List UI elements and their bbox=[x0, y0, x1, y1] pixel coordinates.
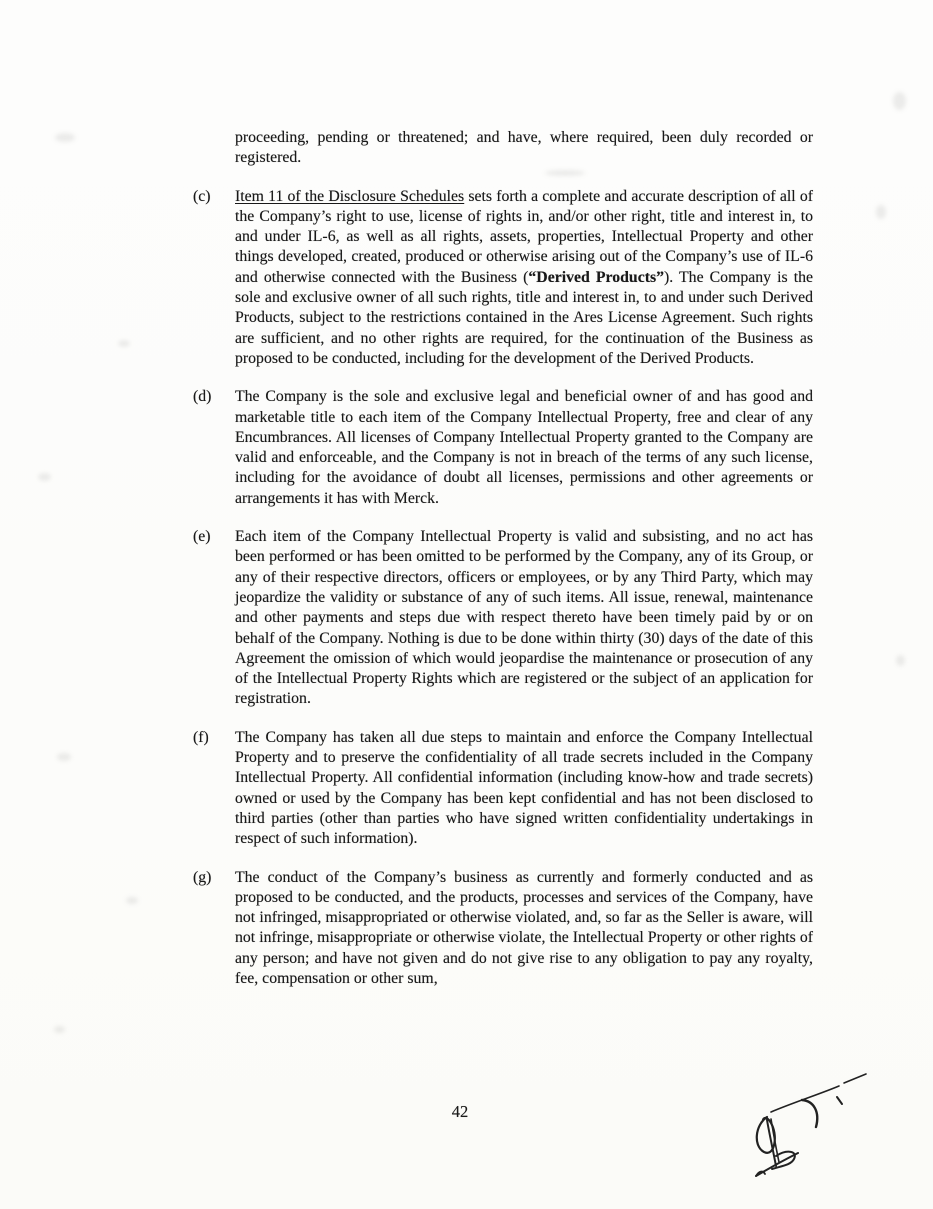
clause-g-text: The conduct of the Company’s business as currently and formerly conducted and as proposed to be conducted, and the products, processes and services of the Company, have not infringed, misappropriated or otherwise violated, and, so far as the Seller is aware, will not infringe, misappropriate or otherwise violate, the Intellectual Property or other rights of any person; and have not given and do not give rise to any obligation to pay any royalty, fee, compensation or other sum, bbox=[235, 868, 813, 987]
page-number: 42 bbox=[451, 1102, 469, 1121]
scan-smudge bbox=[126, 897, 138, 904]
clause-c-text-continued: ). The Company is the sole and exclusive owner of all such rights, title and interest in, to and under such Derived Products, subject to the restrictions contained in the Ares License Agreement. Such rights are sufficient, and no other rights are required, for the continuation of the Business as proposed to be conducted, including for the development of the Derived Products. bbox=[235, 268, 814, 367]
clause-d-text: The Company is the sole and exclusive legal and beneficial owner of and has good and marketable title to each item of the Company Intellectual Property, free and clear of any Encumbrances. All licenses of Company Intellectual Property granted to the Company are valid and enforceable, and the Company is not in breach of the terms of any such license, including for the avoidance of doubt all licenses, permissions and other agreements or arrangements it has with Merck. bbox=[235, 388, 813, 507]
clause-e-text: Each item of the Company Intellectual Property is valid and subsisting, and no act has been performed or has been omitted to be performed by the Company, any of its Group, or any of their respective directors, officers or employees, or by any Third Party, which may jeopardize the validity or substance of any of such items. All issue, renewal, maintenance and other payments and steps due with respect thereto have been timely paid by or on behalf of the Company. Nothing is due to be done within thirty (30) days of the date of this Agreement the omission of which would jeopardise the maintenance or prosecution of any of the Intellectual Property Rights which are registered or the subject of an application for registration. bbox=[235, 528, 813, 708]
document-body bbox=[193, 128, 814, 1007]
scan-smudge bbox=[57, 753, 71, 761]
clause-c-label: (c) bbox=[193, 187, 211, 205]
paragraph-continuation-text: proceeding, pending or threatened; and have, where required, been duly recorded or registered. bbox=[235, 129, 813, 167]
clause-d bbox=[193, 387, 813, 509]
clause-g bbox=[193, 868, 813, 990]
clause-g-label: (g) bbox=[193, 868, 212, 886]
scan-smudge bbox=[55, 133, 75, 142]
clause-e-label: (e) bbox=[193, 528, 211, 546]
scan-smudge bbox=[54, 1026, 65, 1033]
clause-f-text: The Company has taken all due steps to maintain and enforce the Company Intellectual Property and to preserve the confidentiality of all trade secrets included in the Company Intellectual Property. All confidential information (including know-how and trade secrets) owned or used by the Company has been kept confidential and has not been disclosed to third parties (other than parties who have signed written confidentiality undertakings in respect of such information). bbox=[235, 728, 813, 848]
clause-d-label: (d) bbox=[193, 388, 212, 406]
scan-smudge bbox=[896, 655, 905, 666]
scan-smudge bbox=[118, 340, 130, 347]
clause-c-defined-term: “Derived Products” bbox=[528, 268, 665, 286]
scan-smudge bbox=[876, 205, 886, 219]
scan-smudge bbox=[38, 473, 51, 481]
clause-e bbox=[193, 527, 813, 710]
paragraph-continuation bbox=[235, 128, 813, 169]
clause-c bbox=[193, 187, 814, 370]
clause-c-text: sets forth a complete and accurate description of all of the Company’s right to use, license of rights in, and/or other right, title and interest in, to and under IL-6, as well as all rights, assets, properties, Intellectual Property and other things developed, created, produced or otherwise arising out of the Company’s use of IL-6 and otherwise connected with the Business ( bbox=[235, 187, 814, 286]
handwritten-initials-signature-icon bbox=[740, 1070, 933, 1209]
scan-smudge bbox=[893, 92, 906, 110]
clause-f-label: (f) bbox=[193, 728, 209, 746]
clause-f bbox=[193, 728, 813, 850]
clause-c-underlined-reference: Item 11 of the Disclosure Schedules bbox=[235, 187, 465, 205]
